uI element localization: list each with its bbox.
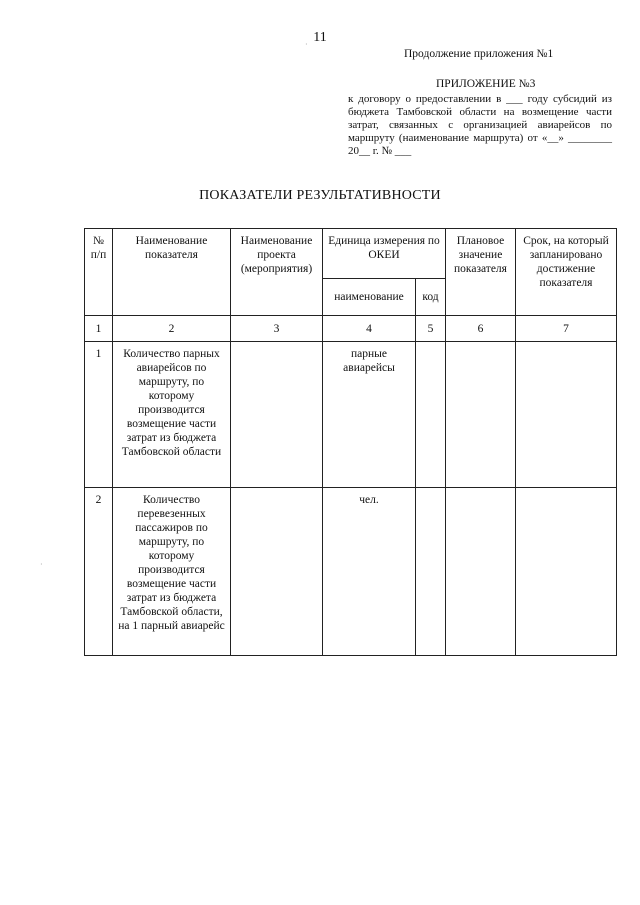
row-planned [446,488,516,656]
row-indicator: Количество перевезенных пассажиров по маршруту, по которому производится возмещение части затрат из бюджета Тамбовской области, на 1 парный авиарейс [113,488,231,656]
scan-speck: · [305,40,308,49]
row-deadline [516,488,617,656]
row-num: 1 [85,342,113,488]
header-num: № п/п [85,229,113,316]
header-indicator-name: Наименование показателя [113,229,231,316]
annex-title: ПРИЛОЖЕНИЕ №3 [436,78,536,90]
table-row [85,488,617,656]
column-number: 3 [231,316,323,342]
header-unit-name: наименование [323,279,416,316]
page-number: 11 [313,30,327,45]
row-indicator: Количество парных авиарейсов по маршруту, по которому производится возмещение части затрат из бюджета Тамбовской области [113,342,231,488]
column-number: 7 [516,316,617,342]
document-title: ПОКАЗАТЕЛИ РЕЗУЛЬТАТИВНОСТИ [199,188,441,203]
row-planned [446,342,516,488]
column-number: 5 [416,316,446,342]
header-unit-code: код [416,279,446,316]
row-unit-code [416,342,446,488]
row-project [231,342,323,488]
column-number: 6 [446,316,516,342]
row-project [231,488,323,656]
header-unit-okei: Единица измерения по ОКЕИ [323,229,446,279]
row-deadline [516,342,617,488]
column-number: 4 [323,316,416,342]
column-number: 2 [113,316,231,342]
column-number: 1 [85,316,113,342]
continuation-note: Продолжение приложения №1 [404,48,554,60]
row-unit-name: чел. [323,488,416,656]
column-numbers-row [85,316,617,342]
row-unit-code [416,488,446,656]
row-unit-name: парные авиарейсы [323,342,416,488]
indicators-table [84,228,617,656]
table-row [85,342,617,488]
header-planned-value: Плановое значение показателя [446,229,516,316]
row-num: 2 [85,488,113,656]
header-row-main [85,229,617,279]
scan-speck: · [40,560,43,569]
header-deadline: Срок, на который запланировано достижение показателя [516,229,617,316]
header-project-name: Наименование проекта (мероприятия) [231,229,323,316]
annex-description: к договору о предоставлении в ___ году субсидий из бюджета Тамбовской области на возмещение части затрат, связанных с организацией авиарейсов по маршруту (наименование маршрута) от «__» ________ 20__ г. № ___ [348,93,612,157]
